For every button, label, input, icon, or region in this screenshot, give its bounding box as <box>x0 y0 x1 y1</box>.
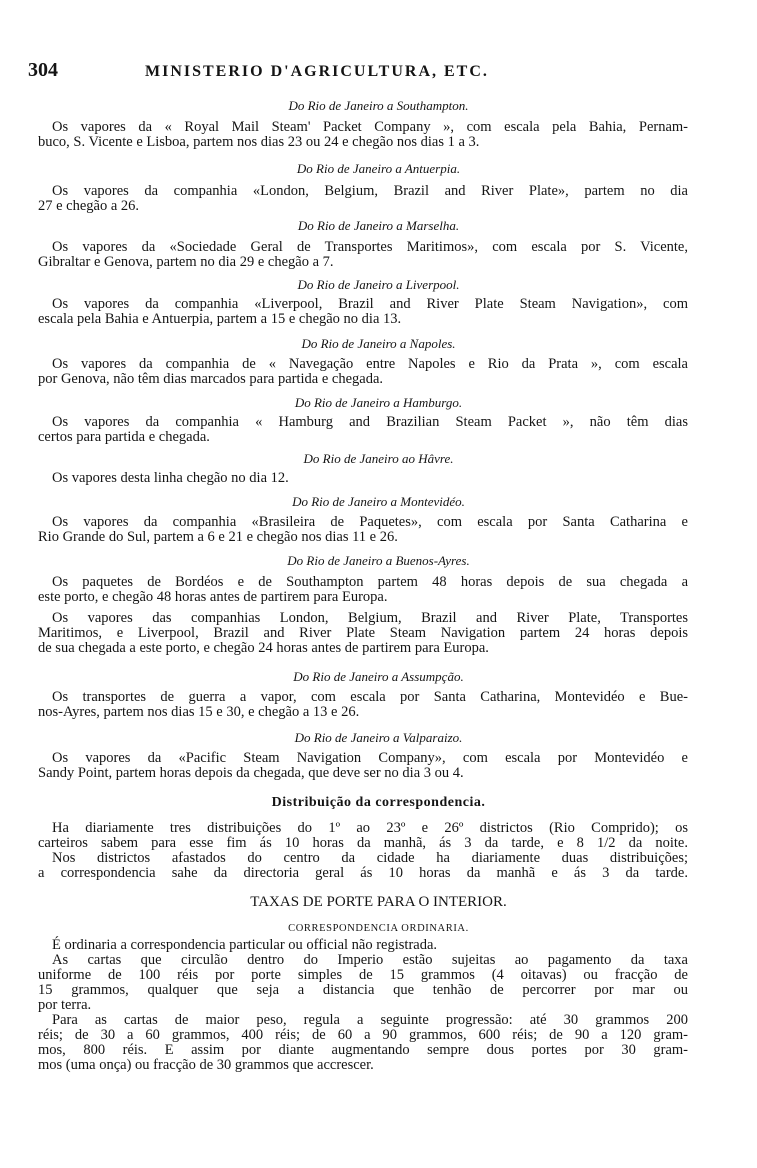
text-line: este porto, e chegão 48 horas antes de partirem para Europa. <box>38 589 388 605</box>
section-heading: Distribuição da correspondencia. <box>271 795 486 810</box>
text-line: Os vapores da companhia de « Navegação entre Napoles e Rio da Prata », com escala <box>52 356 688 372</box>
text-line: Os vapores da companhia « Hamburg and Brazilian Steam Packet », não têm dias <box>52 414 688 430</box>
section-heading: Do Rio de Janeiro a Hamburgo. <box>294 395 463 410</box>
section-heading: Do Rio de Janeiro a Assumpção. <box>293 669 464 684</box>
text-line: nos-Ayres, partem nos dias 15 e 30, e chegão a 13 e 26. <box>38 704 360 720</box>
text-line: Os vapores da companhia «Brasileira de Paquetes», com escala por Santa Catharina e <box>52 514 688 530</box>
text-line: Os transportes de guerra a vapor, com escala por Santa Catharina, Montevidéo e Bue- <box>52 689 688 705</box>
text-line: Os vapores da companhia «London, Belgium, Brazil and River Plate», partem no dia <box>52 183 688 199</box>
text-line: 15 grammos, qualquer que seja a distancia que tenhão de percorrer por mar ou <box>38 982 688 998</box>
subsection-heading: CORRESPONDENCIA ORDINARIA. <box>288 923 469 934</box>
text-line: mos, 800 réis. E assim por diante augmentando sempre dous portes por 30 gram- <box>38 1042 688 1058</box>
section-heading: Do Rio de Janeiro a Valparaizo. <box>294 730 463 745</box>
text-line: Sandy Point, partem horas depois da chegada, que deve ser no dia 3 ou 4. <box>38 765 464 781</box>
section-heading: Do Rio de Janeiro a Antuerpia. <box>296 161 461 176</box>
text-line: escala pela Bahia e Antuerpia, partem a 15 e chegão no dia 13. <box>38 311 402 327</box>
text-line: Nos districtos afastados do centro da cidade ha diariamente duas distribuições; <box>52 850 688 866</box>
section-heading: Do Rio de Janeiro a Napoles. <box>301 336 456 351</box>
text-line: uniforme de 100 réis por porte simples de 15 grammos (4 oitavas) ou fracção de <box>38 967 688 983</box>
section-heading: Do Rio de Janeiro a Montevidéo. <box>292 494 465 509</box>
text-line: Os vapores da «Pacific Steam Navigation Company», com escala por Montevidéo e <box>52 750 688 766</box>
text-line: mos (uma onça) ou fracção de 30 grammos que accrescer. <box>38 1057 374 1073</box>
text-line: buco, S. Vicente e Lisboa, partem nos dias 23 ou 24 e chegão nos dias 1 a 3. <box>38 134 480 150</box>
text-line: 27 e chegão a 26. <box>38 198 140 214</box>
text-line: Os vapores da «Sociedade Geral de Transportes Maritimos», com escala por S. Vicente, <box>52 239 688 255</box>
text-line: Gibraltar e Genova, partem no dia 29 e chegão a 7. <box>38 254 334 270</box>
text-line: por terra. <box>38 997 92 1013</box>
section-heading: TAXAS DE PORTE PARA O INTERIOR. <box>250 894 507 910</box>
text-line: a correspondencia sahe da directoria geral ás 10 horas da manhã e ás 3 da tarde. <box>38 865 688 881</box>
section-heading: Do Rio de Janeiro a Marselha. <box>297 218 460 233</box>
text-line: Rio Grande do Sul, partem a 6 e 21 e chegão nos dias 11 e 26. <box>38 529 398 545</box>
text-line: certos para partida e chegada. <box>38 429 210 445</box>
section-heading: Do Rio de Janeiro a Southampton. <box>288 98 469 113</box>
section-heading: Do Rio de Janeiro ao Hâvre. <box>303 451 454 466</box>
text-line: Os vapores das companhias London, Belgium, Brazil and River Plate, Transportes <box>52 610 688 626</box>
text-line: por Genova, não têm dias marcados para partida e chegada. <box>38 371 384 387</box>
text-line: As cartas que circulão dentro do Imperio estão sujeitas ao pagamento da taxa <box>52 952 688 968</box>
text-line: Os vapores da companhia «Liverpool, Brazil and River Plate Steam Navigation», com <box>52 296 688 312</box>
text-line: carteiros sabem para esse fim ás 10 horas da manhã, ás 3 da tarde, e 8 1/2 da noite. <box>38 835 688 851</box>
text-line: réis; de 30 a 60 grammos, 400 réis; de 60 a 90 grammos, 600 réis; de 90 a 120 gram- <box>38 1027 688 1043</box>
section-heading: Do Rio de Janeiro a Buenos-Ayres. <box>287 553 470 568</box>
text-line: É ordinaria a correspondencia particular ou official não registrada. <box>52 937 438 953</box>
text-line: Maritimos, e Liverpool, Brazil and River Plate Steam Navigation partem 24 horas depois <box>38 625 688 641</box>
text-line: Os vapores da « Royal Mail Steam' Packet Company », com escala pela Bahia, Pernam- <box>52 119 688 135</box>
page-number: 304 <box>28 59 58 81</box>
text-line: de sua chegada a este porto, e chegão 24 horas antes de partirem para Europa. <box>38 640 489 656</box>
section-heading: Do Rio de Janeiro a Liverpool. <box>297 277 460 292</box>
text-line: Ha diariamente tres distribuições do 1º ao 23º e 26º districtos (Rio Comprido); os <box>52 820 688 836</box>
text-line: Para as cartas de maior peso, regula a seguinte progressão: até 30 grammos 200 <box>52 1012 688 1028</box>
text-line: Os vapores desta linha chegão no dia 12. <box>52 470 289 486</box>
text-line: Os paquetes de Bordéos e de Southampton partem 48 horas depois de sua chegada a <box>52 574 688 590</box>
running-title: MINISTERIO D'AGRICULTURA, ETC. <box>145 63 489 80</box>
